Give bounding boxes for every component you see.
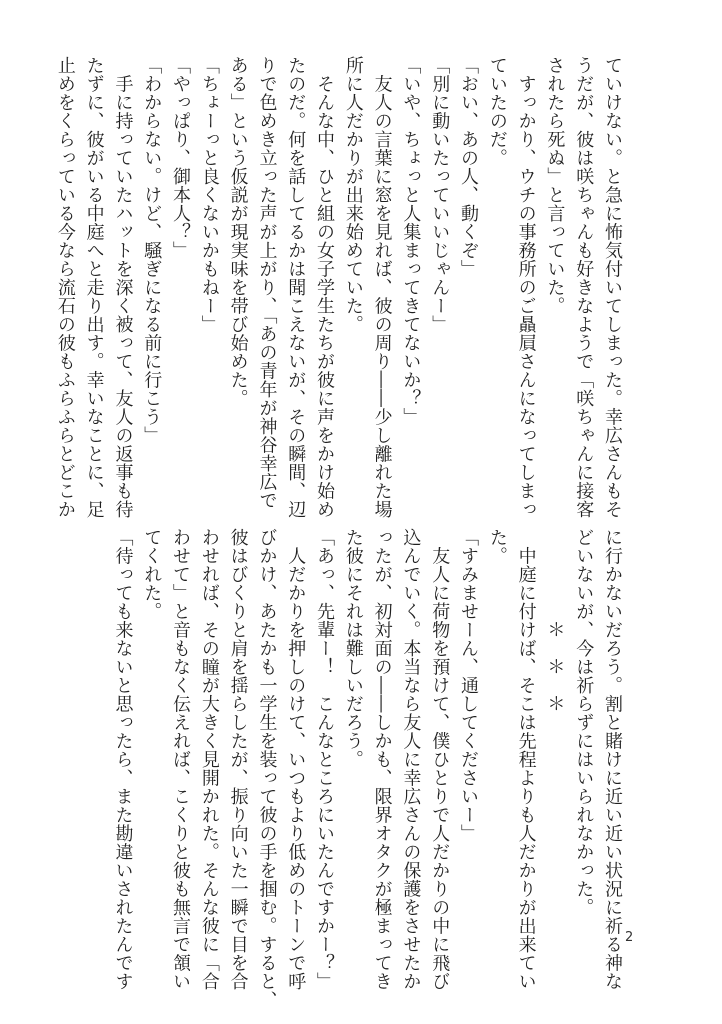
text-line: 「あっ、先輩ー！ こんなところにいたんですかー？」 [314, 528, 336, 991]
text-line: されたら死ぬ」と言っていた。 [544, 56, 566, 315]
text-line: たのだ。何を話してるかは聞こえないが、その瞬間、辺 [285, 56, 307, 519]
text-line: 手に持っていたハットを深く被って、友人の返事も待 [112, 56, 134, 519]
text-line: 「待っても来ないと思ったら、また勘違いされたんです [112, 528, 134, 991]
text-line: 友人に荷物を預けて、僕ひとりで人だかりの中に飛び [429, 528, 451, 991]
text-line: 「やっぱり、御本人？」 [170, 56, 192, 260]
text-line: た彼にそれは難しいだろう。 [342, 528, 364, 769]
text-line: 「いや、ちょっと人集まってきてないか？」 [400, 56, 422, 426]
text-line: たずに、彼がいる中庭へと走り出す。幸いなことに、足 [83, 56, 105, 519]
text-line: 彼はびくりと肩を揺らしたが、振り向いた一瞬で目を合 [227, 528, 249, 991]
text-line: 「おい、あの人、動くぞ」 [458, 56, 480, 278]
text-line: 「別に動いたっていいじゃんー」 [429, 56, 451, 334]
text-line: すっかり、ウチの事務所のご贔屓さんになってしまっ [515, 56, 537, 519]
text-block-top [54, 56, 626, 519]
text-line: わせれば、その瞳が大きく見開かれた。そんな彼に「合 [198, 528, 220, 991]
text-line: 友人の言葉に窓を見れば、彼の周り――少し離れた場 [371, 56, 393, 519]
text-line: うだが、彼は咲ちゃんも好きなようで「咲ちゃんに接客 [573, 56, 595, 519]
text-line: どいないが、今は祈らずにはいられなかった。 [573, 528, 595, 917]
text-line: 込んでいく。本当なら友人に幸広さんの保護をさせたか [400, 528, 422, 991]
text-line: 所に人だかりが出来始めていた。 [342, 56, 364, 334]
text-line: ったが、初対面の――しかも、限界オタクが極まってき [371, 528, 393, 991]
text-line: 人だかりを押しのけて、いつもより低めのトーンで呼 [285, 528, 307, 991]
text-line: りで色めき立った声が上がり、「あの青年が神谷幸広で [256, 56, 278, 510]
text-block-bottom [104, 528, 626, 1009]
text-line: 「ちょーっと良くないかもねー」 [198, 56, 220, 334]
text-line: に行かないだろう。割と賭けに近い近い状況に祈る神な [602, 528, 623, 991]
text-line: ていけない。と急に怖気付いてしまった。幸広さんもそ [602, 56, 623, 519]
text-line: 中庭に付けば、そこは先程よりも人だかりが出来てい [515, 528, 537, 991]
page-number: 2 [625, 930, 634, 945]
text-line: 「すみませーん、通してくださいー」 [458, 528, 480, 843]
text-line: 「わからない。けど、騒ぎになる前に行こう」 [141, 56, 163, 445]
text-line: そんな中、ひと組の女子学生たちが彼に声をかけ始め [314, 56, 336, 519]
text-line: びかけ、あたかも一学生を装って彼の手を掴む。すると、 [256, 528, 278, 1009]
text-line: わせて」と音もなく伝えれば、こくりと彼も無言で頷い [170, 528, 192, 991]
text-line: てくれた。 [141, 528, 163, 621]
text-line: ある」という仮説が現実味を帯び始めた。 [227, 56, 249, 408]
text-line: ていたのだ。 [486, 56, 508, 167]
scene-break: ＊ ＊ ＊ [544, 528, 566, 713]
text-line: た。 [486, 528, 508, 565]
text-line: 止めをくらっている今なら流石の彼もふらふらとどこか [54, 56, 76, 519]
